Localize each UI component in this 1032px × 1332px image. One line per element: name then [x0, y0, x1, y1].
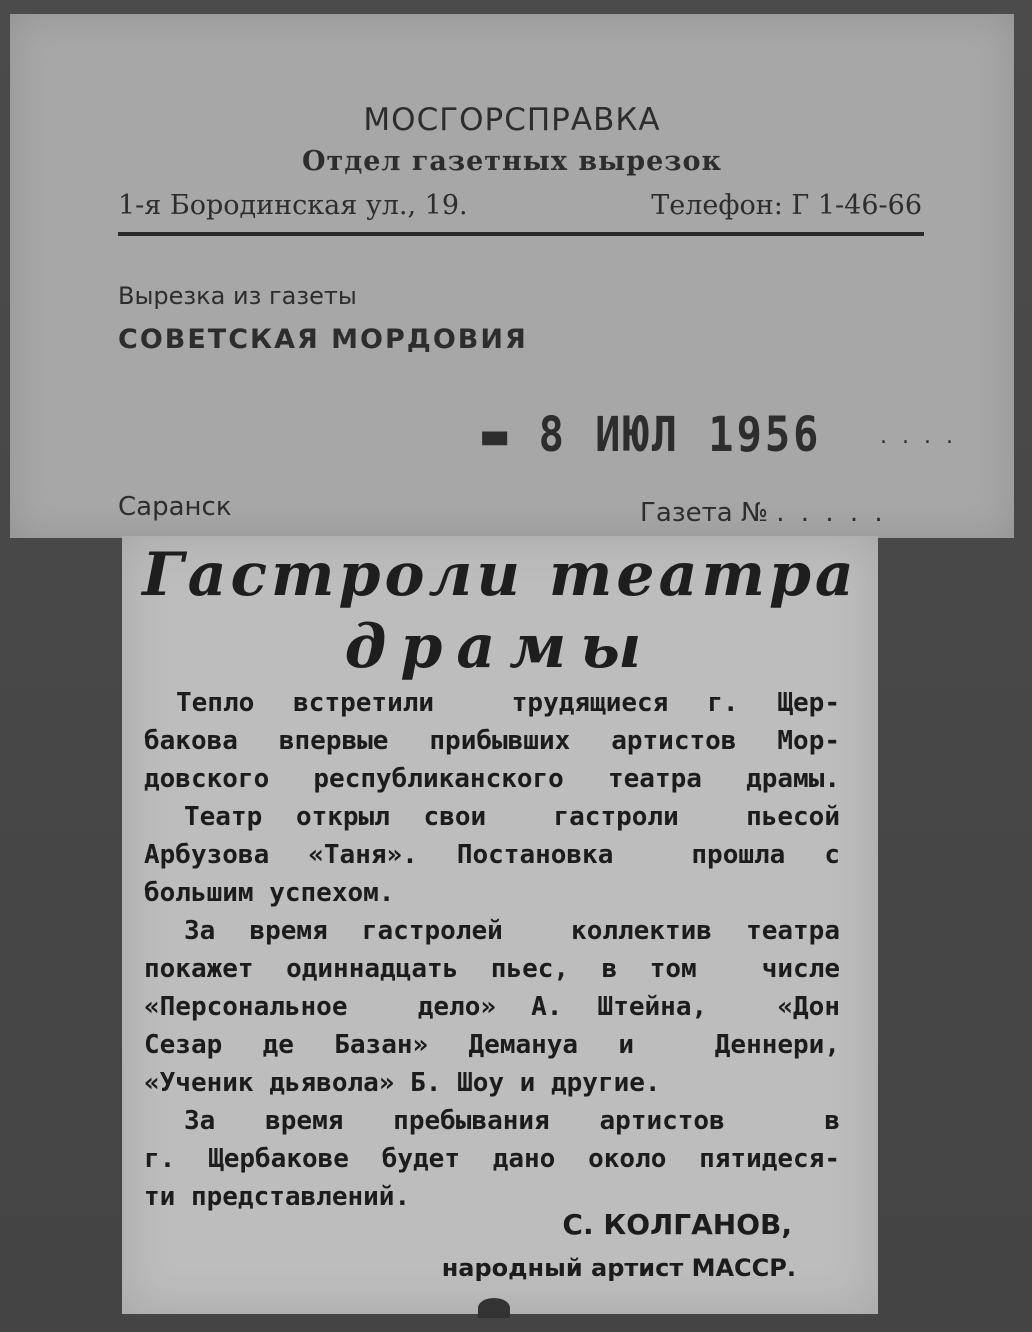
article-line: «Персональное дело» А. Штейна, «Дон: [144, 992, 840, 1022]
department-name: Отдел газетных вырезок: [302, 146, 722, 177]
date-dots: . . . .: [880, 424, 957, 449]
headline-line-2: драмы: [344, 612, 656, 682]
article-line: Тепло встретили трудящиеся г. Щер-: [176, 688, 840, 718]
article-line: покажет одиннадцать пьес, в том числе: [144, 954, 840, 984]
article-line: За время гастролей коллектив театра: [184, 916, 840, 946]
clip-label: Вырезка из газеты: [118, 282, 357, 310]
headline-line-1: Гастроли театра: [142, 540, 858, 610]
header-divider: [118, 232, 924, 236]
issue-dots: . . . . .: [776, 498, 887, 528]
author-signature: С. КОЛГАНОВ,: [562, 1208, 792, 1241]
ornament-mark: [478, 1298, 510, 1318]
author-title: народный артист МАССР.: [441, 1254, 796, 1282]
city-name: Саранск: [118, 492, 232, 522]
date-stamp-dash: ▬: [482, 406, 539, 463]
newspaper-name: СОВЕТСКАЯ МОРДОВИЯ: [118, 324, 528, 355]
article-line: г. Щербакове будет дано около пятидеся-: [144, 1144, 840, 1174]
article-line: Сезар де Базан» Демануа и Деннери,: [144, 1030, 840, 1060]
article-line: ти представлений.: [144, 1182, 411, 1212]
phone-text: Телефон: Г 1-46-66: [651, 190, 922, 221]
organization-name: МОСГОРСПРАВКА: [363, 102, 661, 138]
issue-label: Газета №: [640, 498, 768, 528]
article-line: «Ученик дьявола» Б. Шоу и другие.: [144, 1068, 661, 1098]
article-line: За время пребывания артистов в: [184, 1106, 840, 1136]
date-stamp: [482, 406, 821, 462]
clipping-service-slip: [10, 14, 1014, 538]
article-line: довского республиканского театра драмы.: [144, 764, 840, 794]
article-clipping: [122, 536, 878, 1314]
article-line: большим успехом.: [144, 878, 395, 908]
article-line: Театр открыл свои гастроли пьесой: [184, 802, 840, 832]
article-line: Арбузова «Таня». Постановка прошла с: [144, 840, 840, 870]
date-stamp-text: 8 ИЮЛ 1956: [538, 406, 822, 463]
issue-field: [640, 498, 887, 528]
address-text: 1-я Бородинская ул., 19.: [118, 190, 468, 221]
article-line: бакова впервые прибывших артистов Мор-: [144, 726, 840, 756]
